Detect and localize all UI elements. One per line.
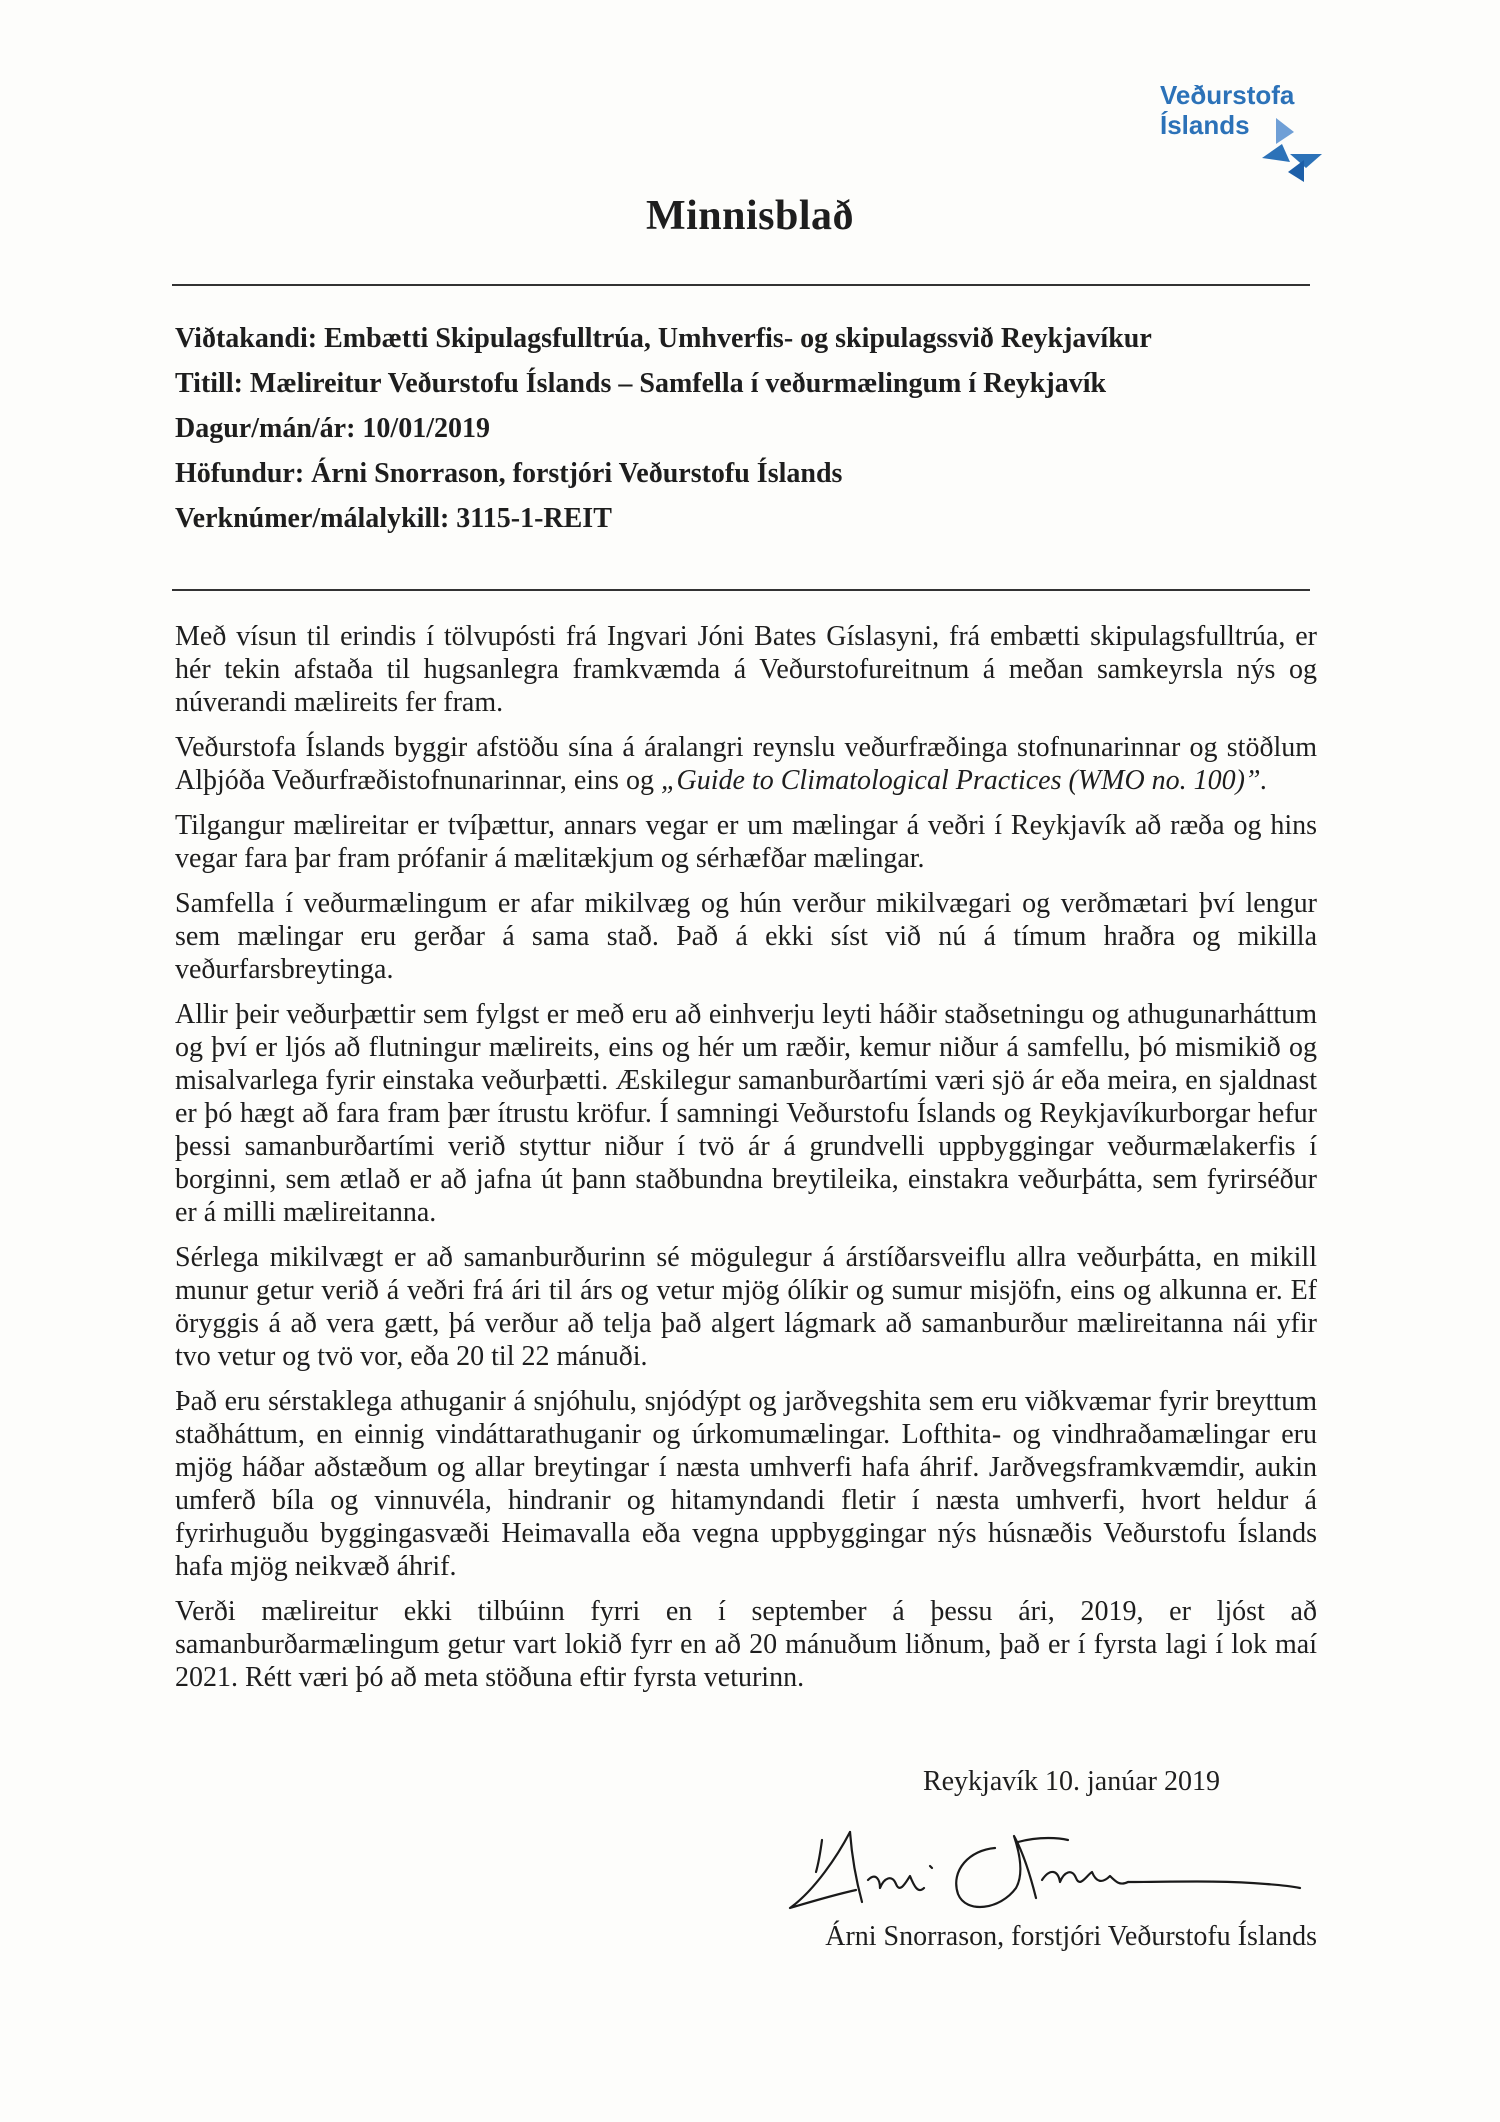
paragraph-2-text: Veðurstofa Íslands byggir afstöðu sína á áralangri reynslu veðurfræðinga stofnunarinnar og stöðlum Alþjóða Veðurfræðistofnunarinnar, eins og: [175, 732, 1317, 796]
title-line: Titill: Mælireitur Veðurstofu Íslands – Samfella í veðurmælingum í Reykjavík: [175, 368, 1107, 399]
author-line: Höfundur: Árni Snorrason, forstjóri Veðurstofu Íslands: [175, 458, 843, 489]
memo-body: [175, 620, 1317, 1706]
handwritten-signature: [780, 1810, 1340, 1930]
paragraph-8: Verði mælireitur ekki tilbúinn fyrri en í september á þessu ári, 2019, er ljóst að samanburðarmælingum getur vart lokið fyrr en að 20 mánuðum liðnum, það er í fyrsta lagi í lok maí 2021. Rétt væri þó að meta stöðuna eftir fyrsta veturinn.: [175, 1596, 1317, 1693]
logo-line-1: Veðurstofa: [1160, 80, 1295, 110]
paragraph-2: [175, 731, 1317, 797]
page-title: Minnisblað: [645, 193, 855, 239]
vedurstofa-arrows-icon: [1260, 116, 1330, 186]
paragraph-6: Sérlega mikilvægt er að samanburðurinn sé mögulegur á árstíðarsveiflu allra veðurþátta, en mikill munur getur verið á veðri frá ári til árs og vetur mjög ólíkir og sumur misjöfn, eins og alkunna er. Ef öryggis á að vera gætt, þá verður að telja það algert lágmark að samanburður mælireitanna nái yfir tvo vetur og tvö vor, eða 20 til 22 mánuði.: [175, 1242, 1317, 1372]
header-divider: [172, 589, 1310, 591]
paragraph-7: Það eru sérstaklega athuganir á snjóhulu, snjódýpt og jarðvegshita sem eru viðkvæmar fyrir breyttum staðháttum, en einnig vindáttarathuganir og úrkomumælingar. Lofthita- og vindhraðamælingar eru mjög háðar aðstæðum og allar breytingar í næsta umhverfi hafa áhrif. Jarðvegsframkvæmdir, aukin umferð bíla og vinnuvéla, hindranir og hitamyndandi fletir í næsta umhverfi, hvort heldur á fyrirhuguðu byggingasvæði Heimavalla eða vegna uppbyggingar nýs húsnæðis Veðurstofu Íslands hafa mjög neikvæð áhrif.: [175, 1386, 1317, 1582]
top-divider: [172, 284, 1310, 286]
case-number-line: Verknúmer/málalykill: 3115-1-REIT: [175, 503, 612, 534]
paragraph-3: Tilgangur mælireitar er tvíþættur, annars vegar er um mælingar á veðri í Reykjavík að ræða og hins vegar fara þar fram prófanir á mælitækjum og sérhæfðar mælingar.: [175, 810, 1317, 874]
recipient-line: Viðtakandi: Embætti Skipulagsfulltrúa, Umhverfis- og skipulagssvið Reykjavíkur: [175, 323, 1152, 354]
logo-line-2: Íslands: [1160, 110, 1250, 140]
signer-name: Árni Snorrason, forstjóri Veðurstofu Íslands: [825, 1921, 1317, 1952]
date-line: Dagur/mán/ár: 10/01/2019: [175, 413, 490, 444]
place-date: Reykjavík 10. janúar 2019: [922, 1766, 1220, 1797]
paragraph-1: Með vísun til erindis í tölvupósti frá Ingvari Jóni Bates Gíslasyni, frá embætti skipulagsfulltrúa, er hér tekin afstaða til hugsanlegra framkvæmda á Veðurstofureitnum á meðan samkeyrsla nýs og núverandi mælireits fer fram.: [175, 621, 1317, 718]
wmo-guide-reference: „Guide to Climatological Practices (WMO no. 100)”.: [660, 765, 1268, 796]
logo: [1160, 80, 1340, 190]
paragraph-5: Allir þeir veðurþættir sem fylgst er með eru að einhverju leyti háðir staðsetningu og athugunarháttum og því er ljós að flutningur mælireits, eins og hér um ræðir, kemur niður á samfellu, þó mismikið og misalvarlega fyrir einstaka veðurþætti. Æskilegur samanburðartími væri sjö ár eða meira, en sjaldnast er þó hægt að fara fram þær ítrustu kröfur. Í samningi Veðurstofu Íslands og Reykjavíkurborgar hefur þessi samanburðartími verið styttur niður í tvö ár á grundvelli uppbyggingar veðurmælakerfis í borginni, sem ætlað er að jafna út þann staðbundna breytileika, einstakra veðurþátta, sem fyrirséður er á milli mælireitanna.: [175, 999, 1317, 1228]
memo-header: [175, 316, 1355, 541]
paragraph-4: Samfella í veðurmælingum er afar mikilvæg og hún verður mikilvægari og verðmætari því lengur sem mælingar eru gerðar á sama stað. Það á ekki síst við nú á tímum hraðra og mikilla veðurfarsbreytinga.: [175, 888, 1317, 985]
